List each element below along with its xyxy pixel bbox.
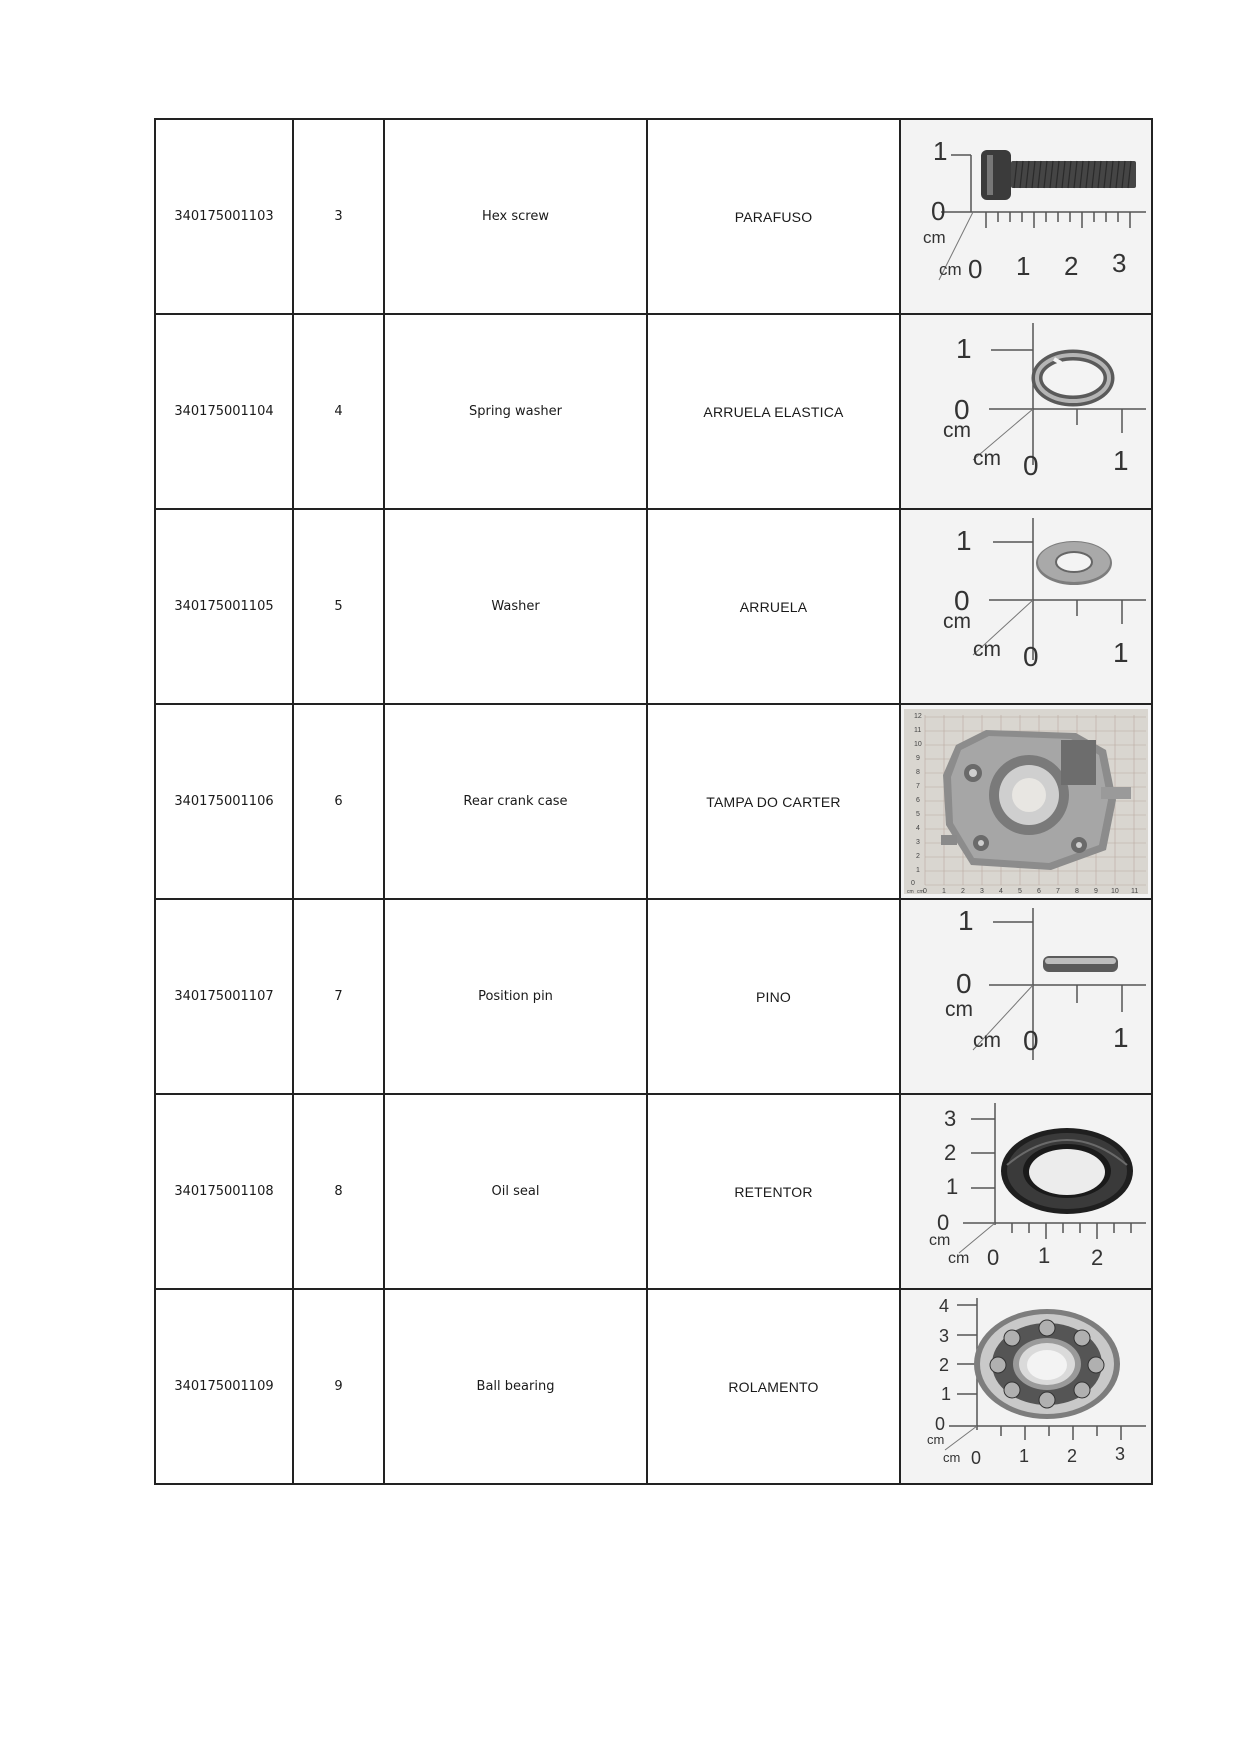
part-code: 340175001103 [155, 119, 293, 314]
scale-label-y: 1 [946, 1174, 959, 1199]
scale-label-y: 0 [935, 1414, 946, 1434]
part-code: 340175001105 [155, 509, 293, 704]
part-name-english: Ball bearing [384, 1289, 647, 1484]
part-name-english: Hex screw [384, 119, 647, 314]
part-name-english: Rear crank case [384, 704, 647, 899]
scale-label-x: 1 [1019, 1446, 1030, 1466]
position-number: 8 [293, 1094, 384, 1289]
scale-label-x: 0 [987, 1245, 1000, 1270]
scale-unit: cm [973, 447, 1001, 470]
scale-label-x: 1 [1113, 445, 1129, 476]
scale-unit: cm [948, 1250, 970, 1267]
table-row [155, 899, 1152, 1094]
part-name-portuguese: ARRUELA ELASTICA [647, 314, 900, 509]
scale-label-x: 0 [971, 1448, 982, 1468]
scale-label-y: 3 [944, 1106, 957, 1131]
scale-label-y: 1 [916, 867, 920, 874]
scale-label-x: 10 [1111, 888, 1119, 895]
scale-unit: cm [943, 1450, 961, 1465]
position-number: 5 [293, 509, 384, 704]
scale-label-y: 3 [916, 839, 920, 846]
hex-screw-photo [901, 120, 1151, 313]
part-name-english: Spring washer [384, 314, 647, 509]
scale-label-x: 0 [1023, 1025, 1039, 1056]
scale-label-y: 11 [914, 727, 922, 734]
parts-table [154, 118, 1153, 1485]
scale-label-y: 3 [939, 1326, 950, 1346]
position-number: 6 [293, 704, 384, 899]
scale-label-y: 7 [916, 783, 920, 790]
part-name-portuguese: ROLAMENTO [647, 1289, 900, 1484]
oil-seal-photo [901, 1095, 1151, 1288]
scale-label-y: 0 [954, 585, 970, 616]
scale-unit: cm [973, 1029, 1001, 1052]
scale-label-x: 0 [923, 888, 927, 895]
part-photo-cell [900, 1289, 1152, 1484]
part-photo-cell [900, 1094, 1152, 1289]
table-row [155, 119, 1152, 314]
scale-label-y: 1 [933, 136, 948, 166]
scale-label-x: 4 [999, 888, 1003, 895]
part-name-english: Oil seal [384, 1094, 647, 1289]
scale-label-y: 0 [956, 968, 972, 999]
position-number: 4 [293, 314, 384, 509]
scale-label-x: 3 [1112, 248, 1127, 278]
scale-label-x: 1 [1038, 1243, 1051, 1268]
scale-label-y: 8 [916, 769, 920, 776]
scale-unit: cm [973, 638, 1001, 661]
part-name-english: Washer [384, 509, 647, 704]
table-row [155, 1094, 1152, 1289]
scale-label-x: 2 [1064, 251, 1079, 281]
part-code: 340175001107 [155, 899, 293, 1094]
part-code: 340175001108 [155, 1094, 293, 1289]
scale-label-x: 3 [980, 888, 984, 895]
part-name-portuguese: ARRUELA [647, 509, 900, 704]
ball-bearing-photo [901, 1290, 1151, 1483]
part-name-portuguese: RETENTOR [647, 1094, 900, 1289]
scale-label-y: 4 [916, 825, 920, 832]
scale-label-y: 10 [914, 741, 922, 748]
scale-label-x: 0 [1023, 450, 1039, 481]
scale-label-x: 6 [1037, 888, 1041, 895]
scale-label-x: 2 [1091, 1245, 1104, 1270]
scale-label-y: 0 [911, 880, 915, 887]
scale-label-x: 1 [1113, 1022, 1129, 1053]
position-number: 3 [293, 119, 384, 314]
scale-label-y: 2 [944, 1140, 957, 1165]
part-name-english: Position pin [384, 899, 647, 1094]
scale-label-x: 1 [942, 888, 946, 895]
table-row [155, 704, 1152, 899]
rear-crank-case-photo [901, 705, 1151, 898]
scale-label-y: 0 [954, 394, 970, 425]
scale-unit: cm [917, 889, 924, 895]
scale-label-y: 0 [937, 1210, 950, 1235]
scale-label-x: 9 [1094, 888, 1098, 895]
scale-unit: cm [939, 260, 962, 279]
scale-label-x: 1 [1113, 637, 1129, 668]
part-photo-cell [900, 314, 1152, 509]
part-code: 340175001109 [155, 1289, 293, 1484]
scale-unit: cm [945, 998, 973, 1021]
scale-unit: cm [929, 1232, 951, 1249]
scale-unit: cm [943, 610, 971, 633]
scale-label-y: 1 [956, 333, 972, 364]
scale-unit: cm [943, 419, 971, 442]
scale-label-y: 0 [931, 196, 946, 226]
scale-unit: cm [927, 1432, 945, 1447]
part-name-portuguese: TAMPA DO CARTER [647, 704, 900, 899]
scale-label-y: 2 [916, 853, 920, 860]
washer-photo [901, 510, 1151, 703]
scale-unit: cm [907, 889, 914, 895]
scale-label-y: 5 [916, 811, 920, 818]
scale-label-y: 4 [939, 1296, 950, 1316]
scale-label-x: 3 [1115, 1444, 1126, 1464]
part-code: 340175001106 [155, 704, 293, 899]
table-row [155, 1289, 1152, 1484]
part-code: 340175001104 [155, 314, 293, 509]
part-name-portuguese: PARAFUSO [647, 119, 900, 314]
scale-unit: cm [923, 228, 946, 247]
scale-label-x: 0 [1023, 641, 1039, 672]
scale-label-y: 2 [939, 1355, 950, 1375]
table-row [155, 509, 1152, 704]
scale-label-y: 1 [956, 525, 972, 556]
position-pin-photo [901, 900, 1151, 1093]
part-photo-cell [900, 899, 1152, 1094]
position-number: 7 [293, 899, 384, 1094]
scale-label-x: 7 [1056, 888, 1060, 895]
scale-label-x: 1 [1016, 251, 1031, 281]
scale-label-x: 5 [1018, 888, 1022, 895]
scale-label-y: 1 [958, 905, 974, 936]
scale-label-x: 0 [968, 254, 983, 284]
position-number: 9 [293, 1289, 384, 1484]
scale-label-y: 12 [914, 713, 922, 720]
scale-label-y: 9 [916, 755, 920, 762]
scale-label-y: 6 [916, 797, 920, 804]
scale-label-x: 8 [1075, 888, 1079, 895]
part-photo-cell [900, 119, 1152, 314]
scale-label-x: 2 [1067, 1446, 1078, 1466]
scale-label-x: 2 [961, 888, 965, 895]
part-photo-cell [900, 704, 1152, 899]
table-row [155, 314, 1152, 509]
scale-label-x: 11 [1131, 888, 1139, 895]
part-photo-cell [900, 509, 1152, 704]
spring-washer-photo [901, 315, 1151, 508]
scale-label-y: 1 [941, 1384, 952, 1404]
part-name-portuguese: PINO [647, 899, 900, 1094]
